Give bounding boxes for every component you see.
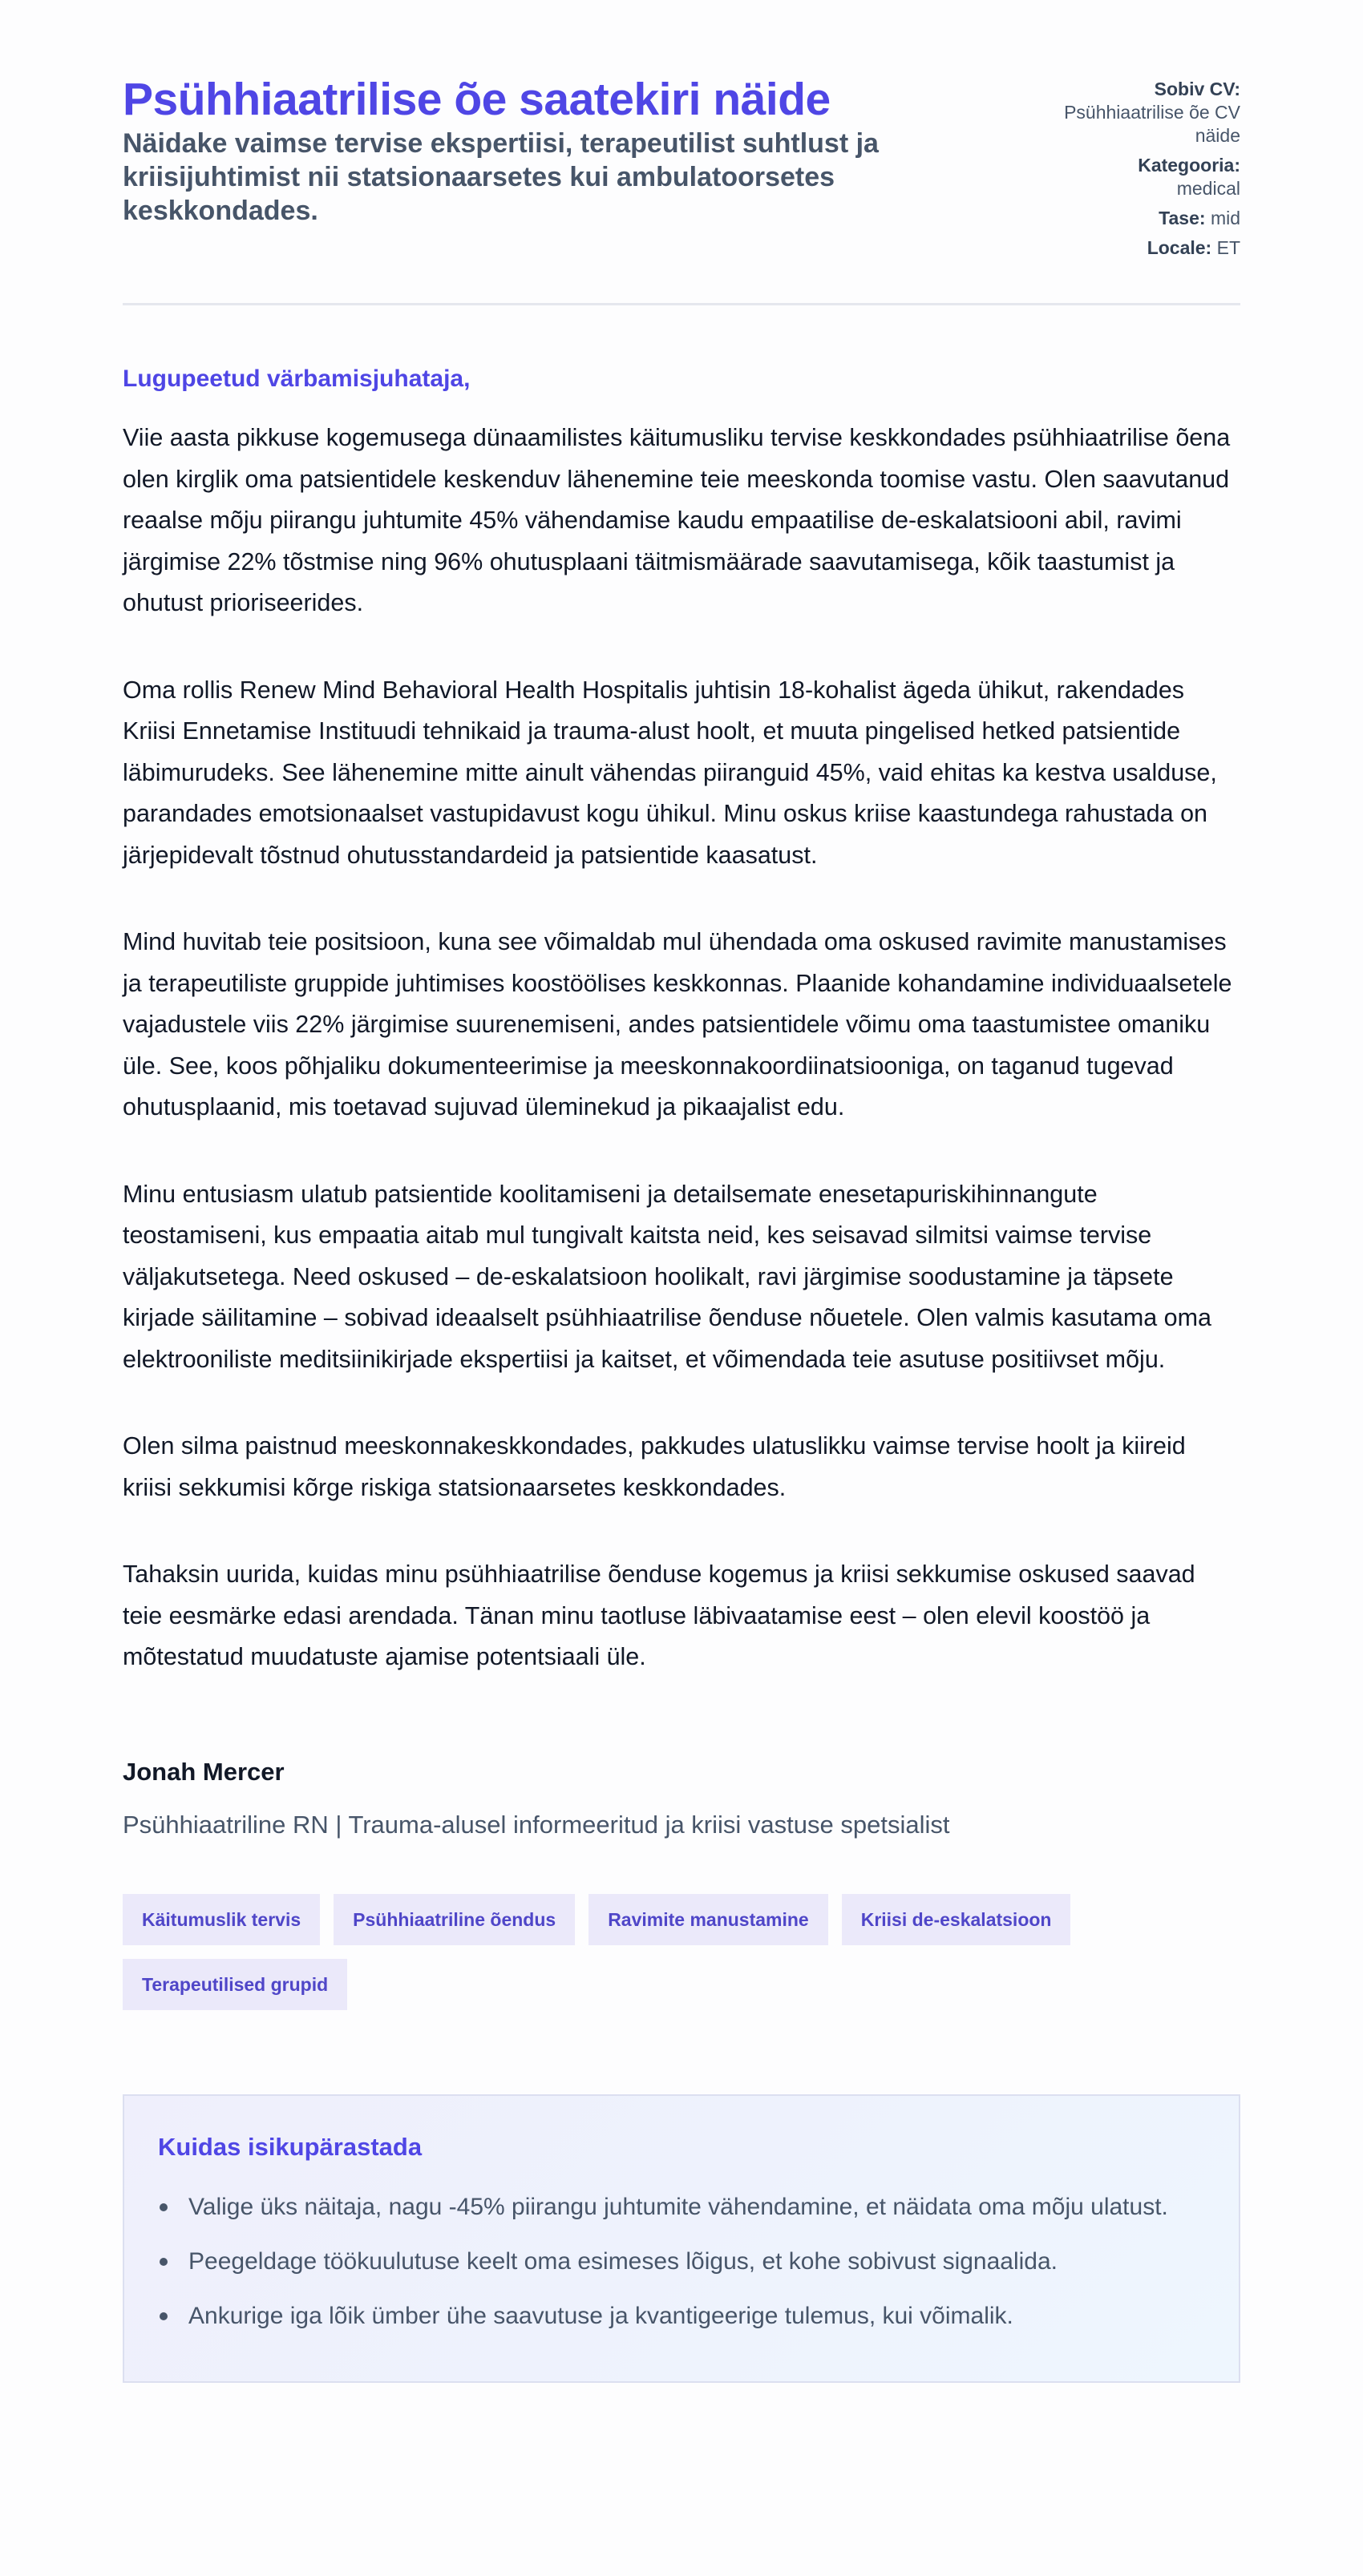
tips-title: Kuidas isikupärastada xyxy=(158,2132,423,2161)
meta-locale-value: ET xyxy=(1216,237,1240,258)
tip-item xyxy=(188,2296,1205,2336)
letter-paragraph: Tahaksin uurida, kuidas minu psühhiaatrilise õenduse kogemus ja kriisi sekkumise oskused saavad teie eesmärke edasi arendada. Tänan minu taotluse läbivaatamise eest – olen elevil koostöö ja mõtestatud muudatuste ajamise potentsiaali üle. xyxy=(123,1561,1195,1670)
header-titles xyxy=(123,74,973,228)
skill-tag[interactable]: Terapeutilised grupid xyxy=(123,1959,347,2010)
letter-paragraph: Oma rollis Renew Mind Behavioral Health Hospitalis juhtisin 18-kohalist ägeda ühikut, rakendades Kriisi Ennetamise Instituudi tehnikaid ja trauma-alust hoolt, et muuta pingelised hetked patsientide läbimurudeks. See lähenemine mitte ainult vähendas piiranguid 45%, vaid ehitas ka kestva usalduse, parandades emotsionaalset vastupidavust kogu ühikul. Minu oskus kriise kaastundega rahustada on järjepidevalt tõstnud ohutusstandardeid ja patsientide kaasatust. xyxy=(123,676,1217,869)
bullet-icon xyxy=(160,2312,168,2320)
tips-list xyxy=(158,2187,1205,2336)
meta-panel xyxy=(1032,74,1240,266)
letter-paragraph: Mind huvitab teie positsioon, kuna see võimaldab mul ühendada oma oskused ravimite manustamises ja terapeutiliste gruppide juhtimises koostöölises keskkonnas. Plaanide kohandamine individuaalsetele vajadustele viis 22% järgimise suurenemiseni, andes patsientidele võimu oma taastumistee omaniku üle. See, koos põhjaliku dokumenteerimise ja meeskonnakoordiinatsiooniga, on taganud tugevad ohutusplaanid, mis toetavad sujuvad üleminekud ja pikaajalist edu. xyxy=(123,928,1232,1120)
meta-matching-cv-value[interactable]: Psühhiaatrilise õe CV näide xyxy=(1064,102,1240,146)
skill-tag[interactable]: Ravimite manustamine xyxy=(588,1894,828,1945)
meta-category-label: Kategooria: xyxy=(1138,155,1240,176)
page-title: Psühhiaatrilise õe saatekiri näide xyxy=(123,74,831,125)
tip-text: Peegeldage töökuulutuse keelt oma esimeses lõigus, et kohe sobivust signaalida. xyxy=(188,2247,1058,2275)
skill-tags xyxy=(123,1894,1165,2010)
tip-item xyxy=(188,2187,1205,2227)
skill-tag[interactable]: Kriisi de-eskalatsioon xyxy=(842,1894,1071,1945)
meta-category-value: medical xyxy=(1176,178,1240,199)
letter-greeting: Lugupeetud värbamisjuhataja, xyxy=(123,365,471,392)
letter-paragraph: Olen silma paistnud meeskonnakeskkondades, pakkudes ulatuslikku vaimse tervise hoolt ja kiireid kriisi sekkumisi kõrge riskiga statsionaarsetes keskkondades. xyxy=(123,1432,1186,1501)
signature-block xyxy=(123,1756,1240,1841)
skill-tag[interactable]: Psühhiaatriline õendus xyxy=(334,1894,575,1945)
page-header xyxy=(123,74,1240,305)
meta-matching-cv xyxy=(1032,78,1240,147)
meta-locale-label: Locale: xyxy=(1147,237,1212,258)
meta-locale xyxy=(1032,236,1240,260)
meta-level xyxy=(1032,207,1240,230)
tip-text: Valige üks näitaja, nagu -45% piirangu juhtumite vähendamine, et näidata oma mõju ulatust. xyxy=(188,2193,1168,2220)
personalization-tips xyxy=(123,2094,1240,2383)
signature-name: Jonah Mercer xyxy=(123,1757,285,1786)
tip-text: Ankurige iga lõik ümber ühe saavutuse ja kvantigeerige tulemus, kui võimalik. xyxy=(188,2302,1013,2329)
meta-level-label: Tase: xyxy=(1159,208,1206,228)
bullet-icon xyxy=(160,2258,168,2266)
skill-tag[interactable]: Käitumuslik tervis xyxy=(123,1894,320,1945)
cover-letter-page xyxy=(123,0,1240,2383)
bullet-icon xyxy=(160,2203,168,2211)
letter-body xyxy=(123,418,1240,1678)
signature-title: Psühhiaatriline RN | Trauma-alusel informeeritud ja kriisi vastuse spetsialist xyxy=(123,1810,950,1839)
letter-paragraph: Viie aasta pikkuse kogemusega dünaamilistes käitumusliku tervise keskkondades psühhiaatrilise õena olen kirglik oma patsientidele keskenduv lähenemine teie meeskonda toomise vastu. Olen saavutanud reaalse mõju piirangu juhtumite 45% vähendamise kaudu empaatilise de-eskalatsiooni abil, ravimi järgimise 22% tõstmise ning 96% ohutusplaani täitmismäärade saavutamisega, kõik taastumist ja ohutust prioriseerides. xyxy=(123,424,1231,616)
meta-matching-cv-label: Sobiv CV: xyxy=(1154,79,1240,99)
letter-paragraph: Minu entusiasm ulatub patsientide koolitamiseni ja detailsemate enesetapuriskihinnangute teostamiseni, kus empaatia aitab mul tungivalt kaitsta neid, kes seisavad silmitsi vaimse tervise väljakutsetega. Need oskused – de-eskalatsioon hoolikalt, ravi järgimise soodustamine ja täpsete kirjade säilitamine – sobivad ideaalselt psühhiaatrilise õenduse nõuetele. Olen valmis kasutama oma elektrooniliste meditsiinikirjade ekspertiisi ja kaitset, et võimendada teie asutuse positiivset mõju. xyxy=(123,1180,1212,1373)
tip-item xyxy=(188,2242,1205,2282)
meta-level-value: mid xyxy=(1210,208,1240,228)
page-subtitle: Näidake vaimse tervise ekspertiisi, terapeutilist suhtlust ja kriisijuhtimist nii statsionaarsetes kui ambulatoorsetes keskkondades. xyxy=(123,128,879,226)
meta-category xyxy=(1032,154,1240,200)
